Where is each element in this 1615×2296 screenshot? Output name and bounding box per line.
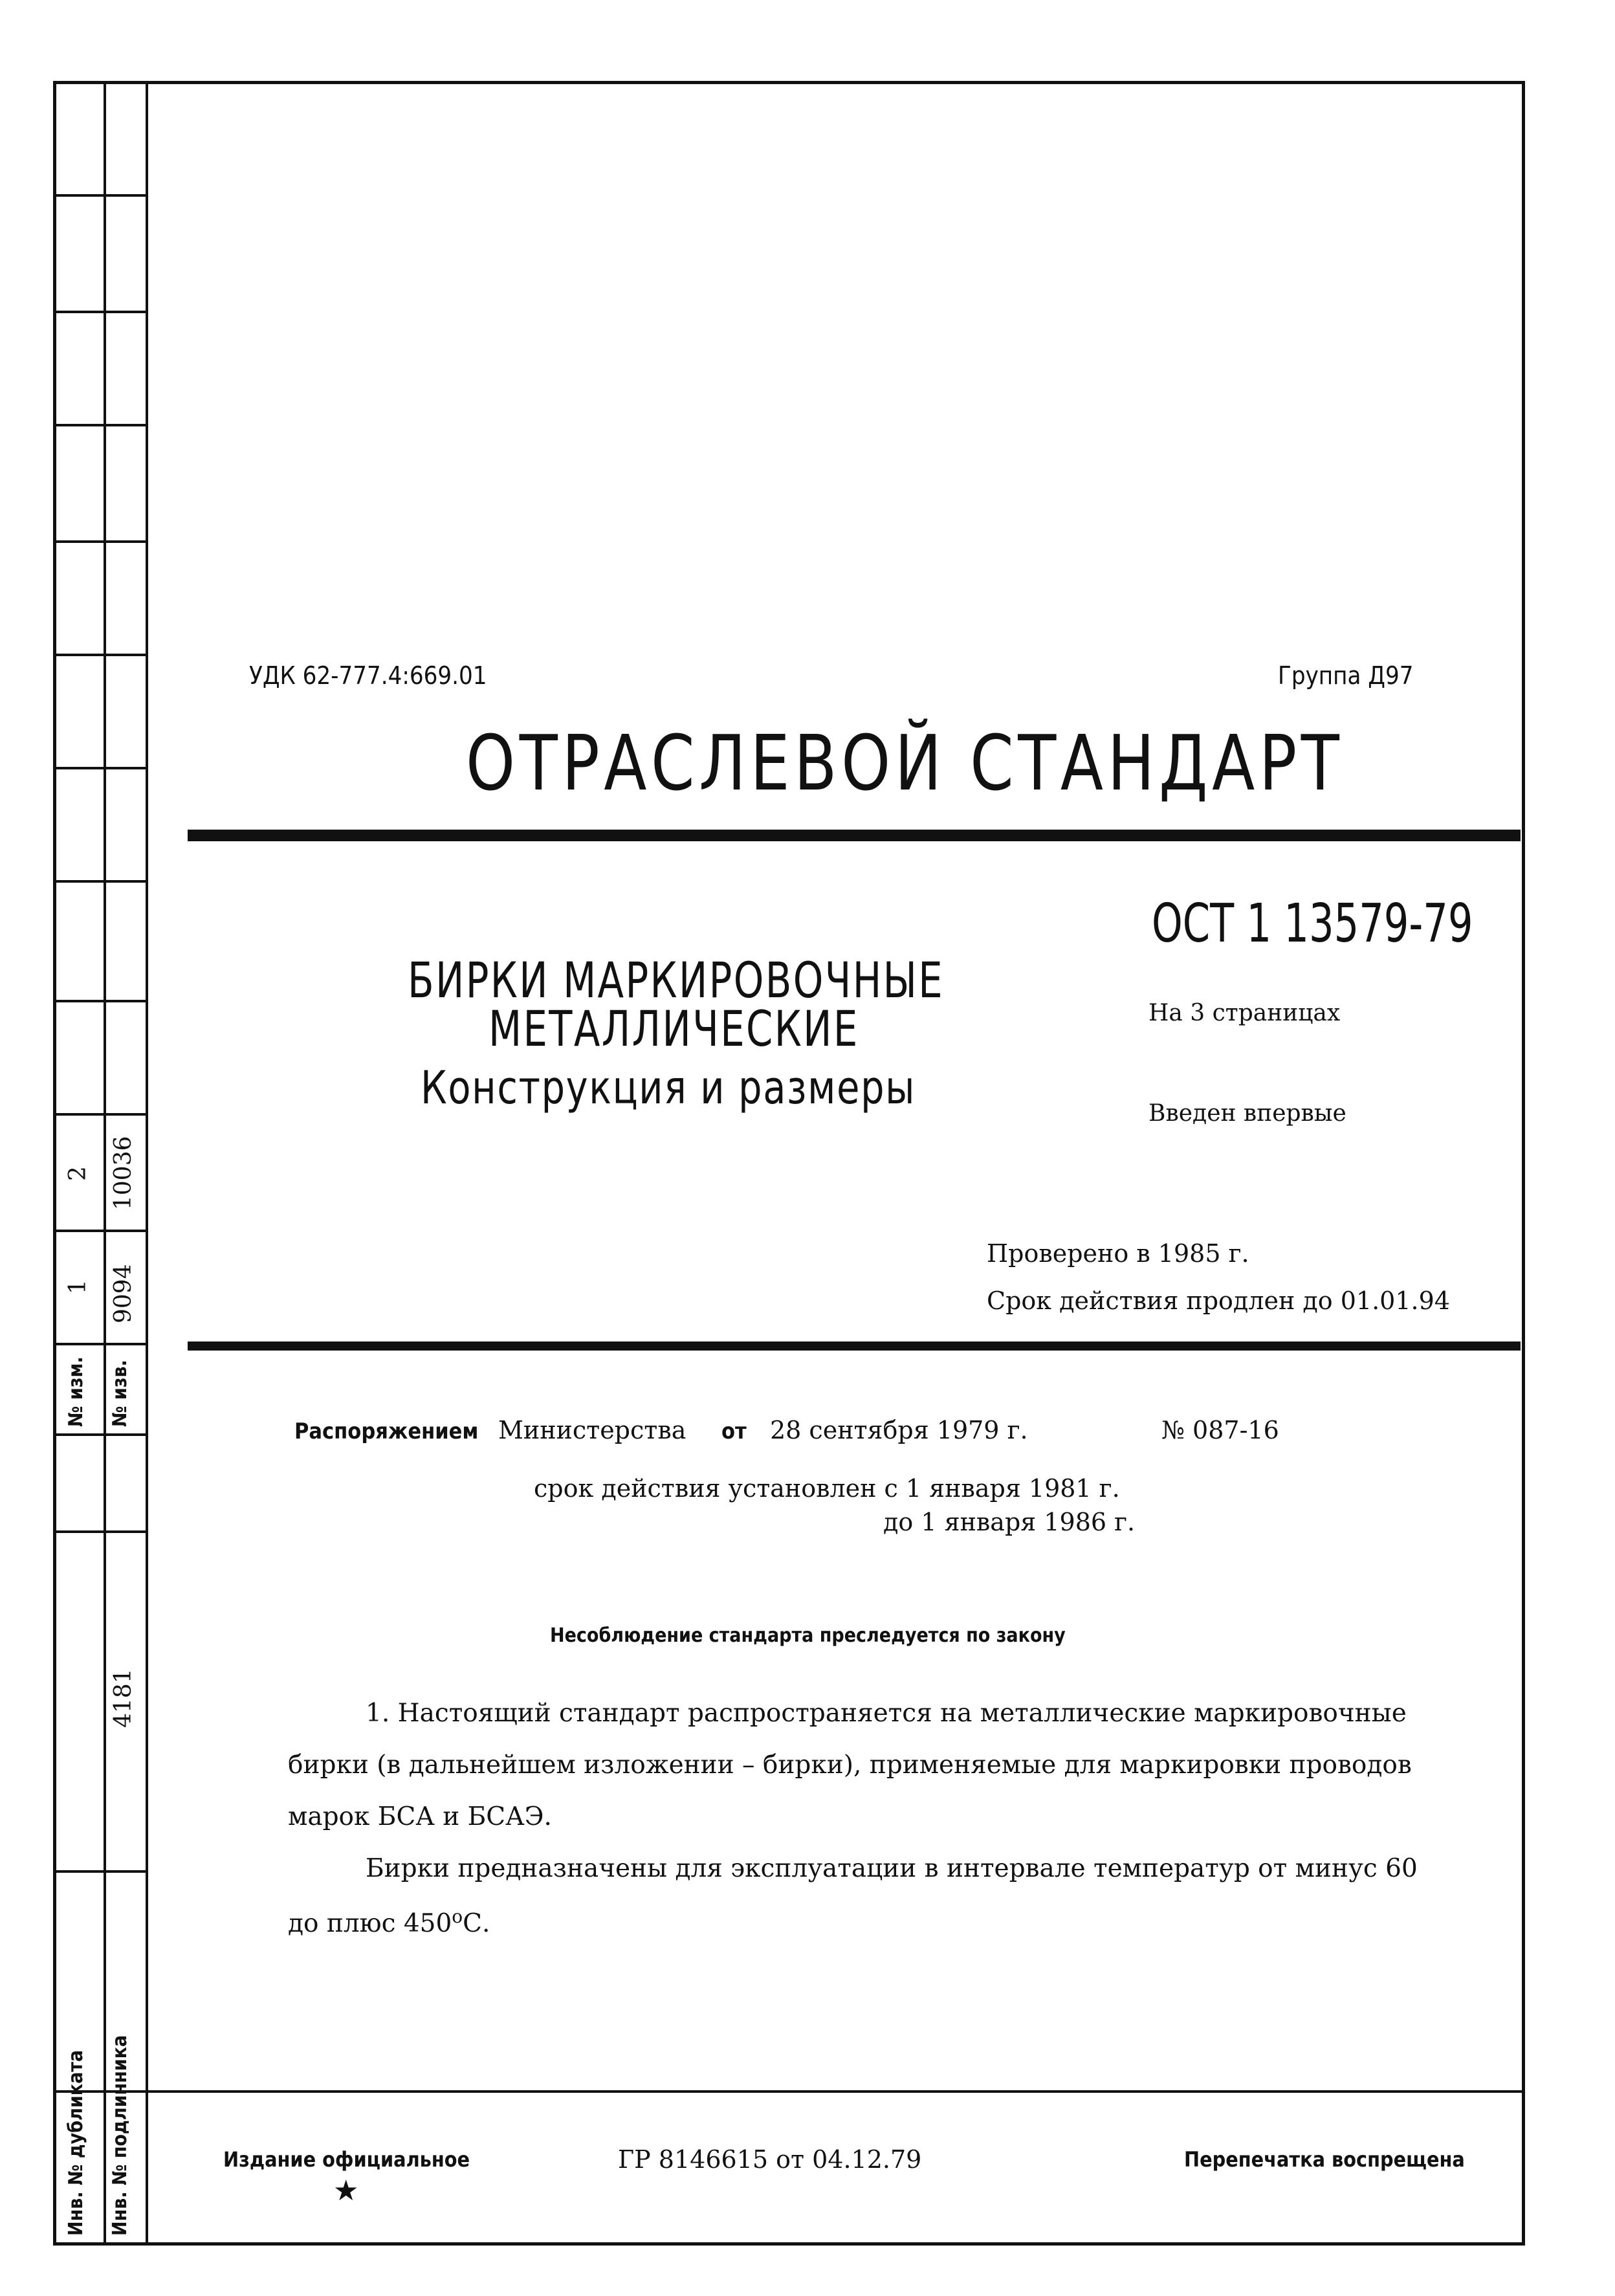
extended-note: Срок действия продлен до 01.01.94 [987, 1286, 1450, 1315]
checked-note: Проверено в 1985 г. [987, 1239, 1249, 1268]
page-frame [53, 81, 1525, 2246]
notice-number-1: 9094 [110, 1264, 137, 1323]
order-label: Распоряжением [294, 1418, 479, 1444]
order-ministry: Министерства [498, 1416, 687, 1444]
temperature-unit: С. [463, 1909, 490, 1938]
title-line-1: БИРКИ МАРКИРОВОЧНЫЕ [408, 951, 945, 1009]
body-paragraph-1-line-1: 1. Настоящий стандарт распространяется на металлические маркировочные [366, 1699, 1407, 1728]
body-paragraph-2-line-2 [288, 1906, 490, 1938]
sidebar-divider [104, 81, 106, 2246]
order-from: от [721, 1418, 747, 1444]
temperature-text: до плюс 450 [288, 1909, 452, 1938]
title-subtitle: Конструкция и размеры [421, 1061, 916, 1114]
legal-warning: Несоблюдение стандарта преследуется по закону [550, 1624, 1066, 1647]
top-thick-rule [188, 830, 1521, 841]
order-date: 28 сентября 1979 г. [770, 1416, 1028, 1444]
edition-star: ★ [333, 2174, 359, 2207]
validity-to: до 1 января 1986 г. [883, 1508, 1136, 1536]
body-paragraph-2-line-1: Бирки предназначены для эксплуатации в интервале температур от минус 60 [366, 1854, 1418, 1883]
degree-sign: o [452, 1906, 463, 1927]
bottom-thick-rule [188, 1341, 1521, 1351]
body-paragraph-1-line-2: бирки (в дальнейшем изложении – бирки), применяемые для маркировки проводов [288, 1750, 1412, 1780]
standard-code: ОСТ 1 13579-79 [1152, 893, 1473, 955]
inventory-original-value: 4181 [110, 1668, 137, 1728]
change-number-label: № изм. [65, 1356, 87, 1427]
change-number-2: 2 [65, 1166, 91, 1181]
title-line-2: МЕТАЛЛИЧЕСКИЕ [489, 1000, 859, 1057]
notice-number-2: 10036 [110, 1136, 137, 1210]
notice-number-label: № изв. [109, 1360, 131, 1427]
group-code: Группа Д97 [1278, 661, 1414, 690]
reprint-notice: Перепечатка воспрещена [1184, 2147, 1465, 2172]
udk-code: УДК 62-777.4:669.01 [249, 661, 487, 690]
inventory-duplicate-label: Инв. № дубликата [65, 2049, 87, 2236]
inventory-original-label: Инв. № подлинника [109, 2035, 131, 2236]
validity-from: срок действия установлен с 1 января 1981 г. [534, 1474, 1120, 1503]
body-paragraph-1-line-3: марок БСА и БСАЭ. [288, 1802, 552, 1831]
change-number-1: 1 [65, 1279, 91, 1294]
gr-registration: ГР 8146615 от 04.12.79 [618, 2145, 922, 2174]
page-count: На 3 страницах [1148, 1000, 1341, 1026]
edition-label: Издание официальное [223, 2147, 470, 2172]
introduced-note: Введен впервые [1148, 1100, 1346, 1127]
order-number: № 087-16 [1161, 1416, 1279, 1444]
banner-title: ОТРАСЛЕВОЙ СТАНДАРТ [466, 718, 1344, 808]
sidebar-divider [146, 81, 148, 2246]
